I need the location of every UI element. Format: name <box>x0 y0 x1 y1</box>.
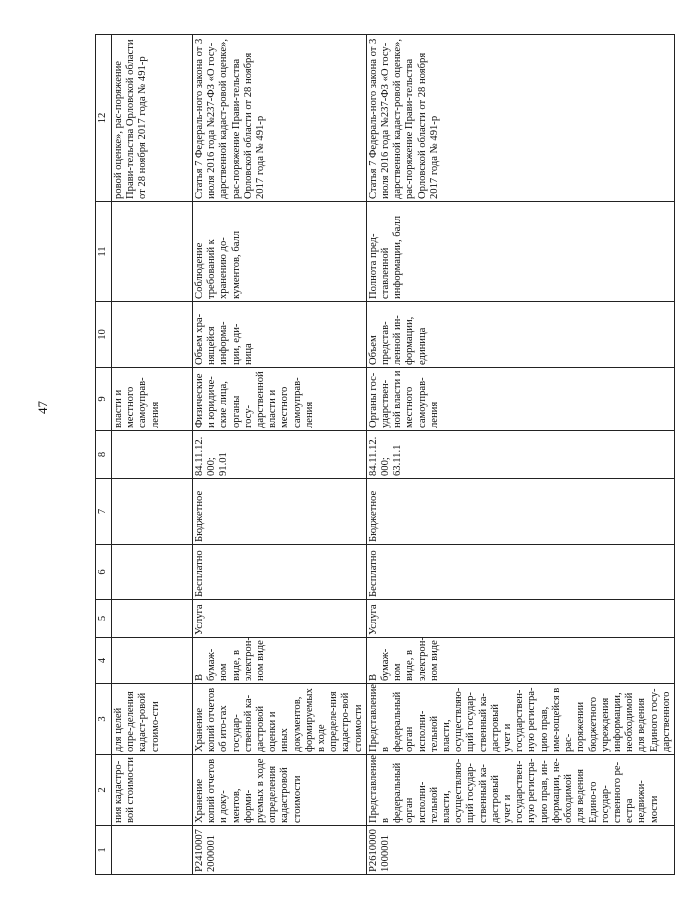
table-cell <box>112 202 193 302</box>
table-cell: Хранение копий отчетов об ито-гах государ-ственной ка-дастровой оценки и иных документов, формируемых в ходе определе-ния кадастро-вой стоимости <box>193 684 367 755</box>
table-cell: В бумаж-ном виде, в электрон-ном виде <box>193 638 367 684</box>
table-cell <box>112 479 193 545</box>
page-number: 47 <box>35 401 50 414</box>
table-cell: Бюджетное <box>193 479 367 545</box>
table-cell: Бюджетное <box>366 479 674 545</box>
header-cell: 6 <box>96 545 112 600</box>
table-cell: Хранение копий отчетов и доку-ментов, форми-руемых в ходе определения кадастровой стоимости <box>193 755 367 826</box>
table-cell <box>112 638 193 684</box>
table-cell: Услуга <box>366 600 674 638</box>
table-cell: Бесплатно <box>193 545 367 600</box>
table-cell: для целей опре-деления кадаст-ровой стоимо-сти <box>112 684 193 755</box>
table-cell: Соблюдение требований к хранению до-кументов, балл <box>193 202 367 302</box>
header-cell: 3 <box>96 684 112 755</box>
table-cell: Органы гос-ударствен-ной власти и местного самоуправ-ления <box>366 368 674 431</box>
header-cell: 4 <box>96 638 112 684</box>
table-cell <box>112 431 193 479</box>
table-cell: В бумаж-ном виде, в электрон-ном виде <box>366 638 674 684</box>
table-cell: Объем представ-ленной ин-формации, единица <box>366 302 674 368</box>
header-cell: 5 <box>96 600 112 638</box>
table-cell: Статья 7 Федераль-ного закона от 3 июля 2016 года №237-ФЗ «О госу-дарственной кадаст-ровой оценке», рас-поряжение Прави-тельства Орловской области от 28 ноября 2017 года № 491-р <box>366 35 674 202</box>
table-row <box>112 35 193 875</box>
table-row <box>193 35 367 875</box>
table-cell: Бесплатно <box>366 545 674 600</box>
header-cell: 7 <box>96 479 112 545</box>
header-cell: 1 <box>96 826 112 875</box>
table-cell: Представление в федеральный орган исполни-тельной власти, осуществляю-щий государ-ственный ка-дастровый учет и государствен-ную регистра-цию прав, име-ющейся в рас-поряжении бюджетного учреждения информации, необходимой для ведения Единого госу-дарственного <box>366 684 674 755</box>
table-cell: власти и местного самоуправ-ления <box>112 368 193 431</box>
table-cell <box>112 600 193 638</box>
table-cell: Статья 7 Федераль-ного закона от 3 июля 2016 года №237-ФЗ «О госу-дарственной кадаст-ровой оценке», рас-поряжение Прави-тельства Орловской области от 28 ноября 2017 года № 491-р <box>193 35 367 202</box>
table-cell <box>112 302 193 368</box>
header-cell: 2 <box>96 755 112 826</box>
header-row <box>96 35 112 875</box>
header-cell: 11 <box>96 202 112 302</box>
header-cell: 10 <box>96 302 112 368</box>
table-cell: Объем хра-нящейся информа-ции, еди-ница <box>193 302 367 368</box>
header-cell: 12 <box>96 35 112 202</box>
table-cell: Р2410007 2000001 <box>193 826 367 875</box>
table-cell: Услуга <box>193 600 367 638</box>
services-table <box>95 34 675 875</box>
table-cell <box>112 826 193 875</box>
rotated-table-wrapper <box>95 35 672 875</box>
table-cell <box>112 545 193 600</box>
table-row <box>366 35 674 875</box>
header-cell: 8 <box>96 431 112 479</box>
table-cell: ния кадастро-вой стоимости <box>112 755 193 826</box>
table-cell: 84.11.12. 000; 63.11.1 <box>366 431 674 479</box>
table-cell: Представление в федеральный орган исполни-тельной власти, осуществляю-щий государ-ственный ка-дастровый учет и государствен-ную регистра-цию прав, ин-формации, не-обходимой для ведения Едино-го государ-ственного ре-естра недвижи-мости <box>366 755 674 826</box>
header-cell: 9 <box>96 368 112 431</box>
table-cell: Р2610000 1000001 <box>366 826 674 875</box>
table-cell: 84.11.12. 000; 91.01 <box>193 431 367 479</box>
table-cell: ровой оценке», рас-поряжение Прави-тельства Орловской области от 28 ноября 2017 года № 491-р <box>112 35 193 202</box>
table-cell: Полнота пред-ставленной информации, балл <box>366 202 674 302</box>
table-cell: Физические и юридиче-ские лица, органы госу-дарственной власти и местного самоуправ-ления <box>193 368 367 431</box>
